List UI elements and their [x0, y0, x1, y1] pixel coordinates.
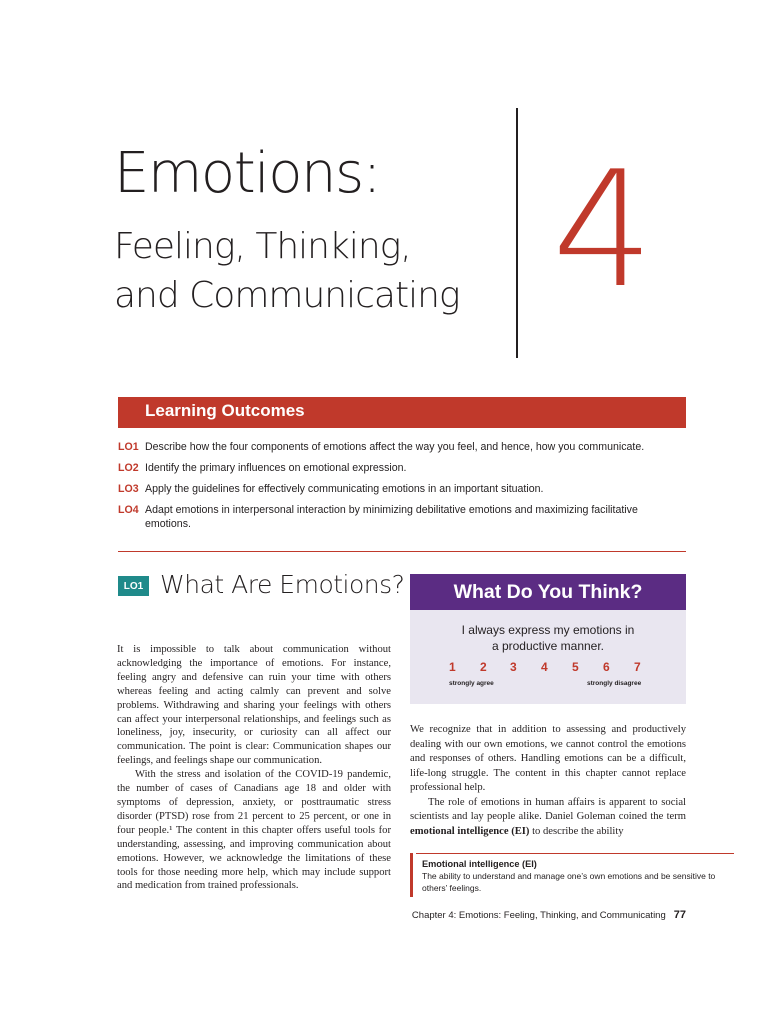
body-paragraph	[410, 796, 686, 840]
paragraph-text: The role of emotions in human affairs is apparent to social scientists and lay people alike. Daniel Goleman coined the term	[410, 796, 686, 822]
learning-outcome-text: Describe how the four components of emotions affect the way you feel, and hence, how you communicate.	[145, 441, 645, 453]
learning-outcome-item	[118, 440, 678, 454]
rating-option-4[interactable]: 4	[541, 660, 548, 674]
survey-question-line-1: I always express my emotions in	[461, 623, 635, 637]
definition-term: Emotional intelligence (EI)	[422, 859, 537, 869]
learning-outcomes-list	[118, 440, 678, 538]
left-column-body	[117, 643, 391, 893]
scale-label-right: strongly disagree	[587, 680, 642, 687]
definition-rule	[416, 853, 734, 854]
definition-text: The ability to understand and manage one’s own emotions and be sensitive to others’ feelings.	[422, 871, 716, 893]
chapter-subtitle-line-2: and Communicating	[114, 275, 460, 316]
rating-option-2[interactable]: 2	[480, 660, 487, 674]
learning-outcome-code: LO4	[118, 504, 139, 516]
learning-outcome-text: Identify the primary influences on emotional expression.	[145, 462, 407, 474]
page-footer	[400, 909, 686, 921]
section-lo-badge: LO1	[118, 576, 149, 596]
running-head: Chapter 4: Emotions: Feeling, Thinking, and Communicating	[411, 910, 666, 921]
rating-option-5[interactable]: 5	[572, 660, 579, 674]
learning-outcome-code: LO3	[118, 483, 139, 495]
rating-scale-labels	[410, 678, 686, 690]
page-number: 77	[673, 909, 686, 921]
learning-outcome-code: LO1	[118, 441, 139, 453]
paragraph-text: to describe the ability	[529, 825, 624, 837]
rating-option-1[interactable]: 1	[449, 660, 456, 674]
section-divider	[118, 551, 686, 552]
chapter-title: Emotions:	[114, 141, 381, 206]
learning-outcome-item	[118, 503, 678, 531]
body-paragraph: It is impossible to talk about communication without acknowledging the importance of emotions. For instance, feeling angry and defensive can ruin your time with others whereas feeling and acting calmly can prevent and solve problems. Withdrawing and sharing your feelings with others can affect your interpersonal relationships, and feelings such as loneliness, joy, insecurity, or curiosity can all affect our communication. The point is clear: Communication shapes our feelings, and feelings shape our communication.	[117, 644, 391, 767]
chapter-subtitle	[114, 222, 514, 320]
key-term: emotional intelligence (EI)	[410, 825, 530, 837]
rating-scale	[410, 660, 686, 678]
what-do-you-think-box	[410, 574, 686, 704]
rating-option-7[interactable]: 7	[634, 660, 641, 674]
rating-option-6[interactable]: 6	[603, 660, 610, 674]
title-divider	[516, 108, 518, 358]
learning-outcome-code: LO2	[118, 462, 139, 474]
learning-outcome-text: Adapt emotions in interpersonal interaction by minimizing debilitative emotions and maximizing facilitative emotions.	[145, 504, 638, 530]
body-paragraph: We recognize that in addition to assessing and productively dealing with our own emotions, we cannot control the emotions and responses of others. Handling emotions can be a difficult, life-long struggle. The content in this chapter cannot replace professional help.	[410, 724, 686, 793]
chapter-number: 4	[552, 136, 650, 323]
survey-question	[410, 622, 686, 654]
body-paragraph: With the stress and isolation of the COVID-19 pandemic, the number of cases of Canadians age 18 and older with symptoms of depression, anxiety, or posttraumatic stress disorder (PTSD) rose from 21 percent to 25 percent, or one in four people.¹ The content in this chapter offers useful tools for understanding, assessing, and improving communication about emotions. However, we acknowledge the limitations of these tools for those needing more help, which may include support and medication from trained professionals.	[117, 769, 391, 892]
right-column-body	[410, 723, 686, 839]
learning-outcome-text: Apply the guidelines for effectively communicating emotions in an important situation.	[145, 483, 544, 495]
learning-outcomes-banner	[118, 397, 686, 428]
learning-outcome-item	[118, 482, 678, 496]
scale-label-left: strongly agree	[449, 680, 494, 687]
what-do-you-think-heading: What Do You Think?	[410, 574, 686, 610]
definition-accent-bar	[410, 853, 413, 897]
learning-outcomes-heading: Learning Outcomes	[145, 401, 305, 420]
survey-question-line-2: a productive manner.	[491, 639, 605, 653]
chapter-subtitle-line-1: Feeling, Thinking,	[114, 226, 411, 267]
definition-box	[422, 858, 722, 894]
rating-option-3[interactable]: 3	[510, 660, 517, 674]
section-heading: What Are Emotions?	[160, 570, 405, 599]
learning-outcome-item	[118, 461, 678, 475]
